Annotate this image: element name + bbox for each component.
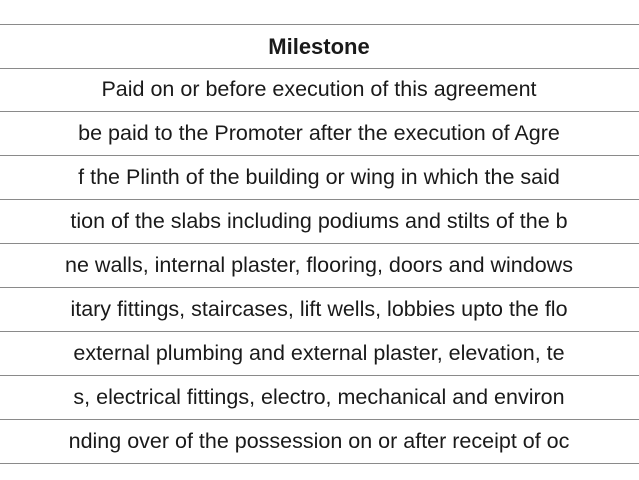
table-body bbox=[0, 69, 639, 464]
milestone-column-header: Milestone bbox=[0, 25, 639, 69]
milestone-cell: itary fittings, staircases, lift wells, lobbies upto the flo bbox=[0, 288, 639, 332]
milestone-cell: Paid on or before execution of this agreement bbox=[0, 69, 639, 112]
table-row bbox=[0, 332, 639, 376]
table-row bbox=[0, 376, 639, 420]
table-row bbox=[0, 420, 639, 464]
milestone-cell: ne walls, internal plaster, flooring, doors and windows bbox=[0, 244, 639, 288]
table-row bbox=[0, 200, 639, 244]
milestone-cell: tion of the slabs including podiums and stilts of the b bbox=[0, 200, 639, 244]
milestone-cell: be paid to the Promoter after the execution of Agre bbox=[0, 112, 639, 156]
milestone-cell: s, electrical fittings, electro, mechanical and environ bbox=[0, 376, 639, 420]
milestone-cell: f the Plinth of the building or wing in which the said bbox=[0, 156, 639, 200]
milestone-cell: external plumbing and external plaster, elevation, te bbox=[0, 332, 639, 376]
table-row bbox=[0, 156, 639, 200]
table-header bbox=[0, 25, 639, 69]
table-row bbox=[0, 244, 639, 288]
milestone-table bbox=[0, 24, 639, 464]
milestone-cell: nding over of the possession on or after receipt of oc bbox=[0, 420, 639, 464]
header-row bbox=[0, 25, 639, 69]
table-row bbox=[0, 288, 639, 332]
table-row bbox=[0, 112, 639, 156]
table-row bbox=[0, 69, 639, 112]
